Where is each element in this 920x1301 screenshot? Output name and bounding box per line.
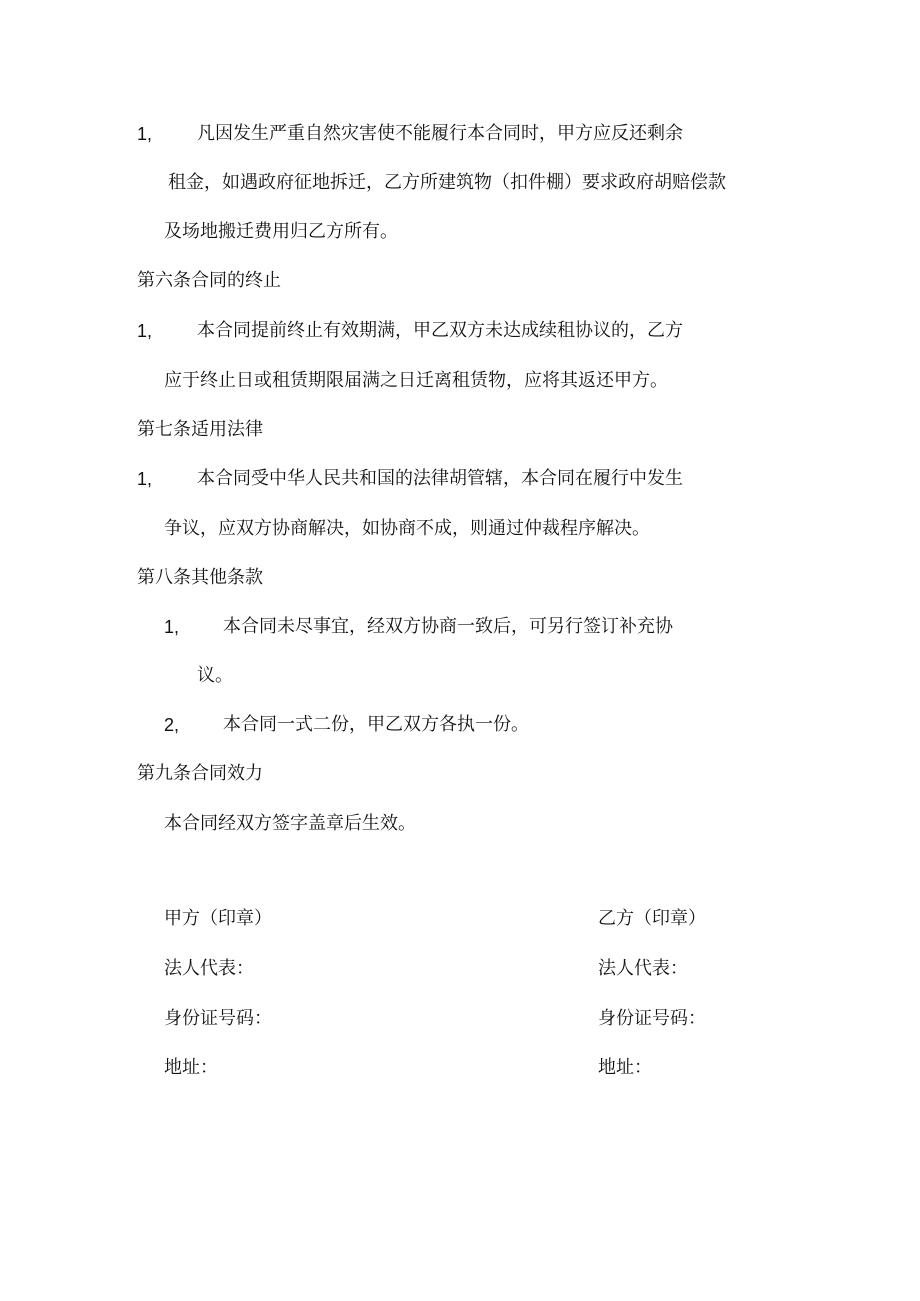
clause-text-line: 租金，如遇政府征地拆迁，乙方所建筑物（扣件棚）要求政府胡赔偿款 (168, 172, 726, 193)
clause-text-line: 议。 (197, 665, 233, 686)
party-a-address-label: 地址： (164, 1057, 218, 1078)
clause-text-line: 本合同未尽事宜，经双方协商一致后，可另行签订补充协 (223, 616, 673, 637)
party-b-seal-label: 乙方（印章） (598, 908, 706, 929)
clause-text-line: 凡因发生严重自然灾害使不能履行本合同时，甲方应反还剩余 (197, 123, 683, 144)
clause-text-line: 争议，应双方协商解决，如协商不成，则通过仲裁程序解决。 (164, 518, 650, 539)
clause-number: 2, (164, 715, 180, 735)
clause-number: 1, (164, 617, 180, 637)
clause-text-line: 本合同经双方签字盖章后生效。 (164, 813, 416, 834)
clause-text-line: 本合同提前终止有效期满，甲乙双方未达成续租协议的，乙方 (197, 320, 683, 341)
clause-number: 1, (137, 124, 153, 144)
article-heading: 第六条合同的终止 (137, 270, 281, 291)
party-a-seal-label: 甲方（印章） (164, 908, 272, 929)
party-a-representative-label: 法人代表： (164, 958, 254, 979)
party-a-id-number-label: 身份证号码： (164, 1008, 272, 1029)
article-heading: 第八条其他条款 (137, 567, 263, 588)
clause-text-line: 本合同一式二份，甲乙双方各执一份。 (223, 714, 529, 735)
clause-text-line: 本合同受中华人民共和国的法律胡管辖，本合同在履行中发生 (197, 468, 683, 489)
party-b-id-number-label: 身份证号码： (598, 1008, 706, 1029)
article-heading: 第九条合同效力 (137, 763, 263, 784)
party-b-address-label: 地址： (598, 1057, 652, 1078)
party-b-representative-label: 法人代表： (598, 958, 688, 979)
clause-number: 1, (137, 321, 153, 341)
clause-text-line: 应于终止日或租赁期限届满之日迁离租赁物，应将其返还甲方。 (164, 370, 668, 391)
clause-text-line: 及场地搬迁费用归乙方所有。 (164, 221, 398, 242)
article-heading: 第七条适用法律 (137, 419, 263, 440)
clause-number: 1, (137, 469, 153, 489)
